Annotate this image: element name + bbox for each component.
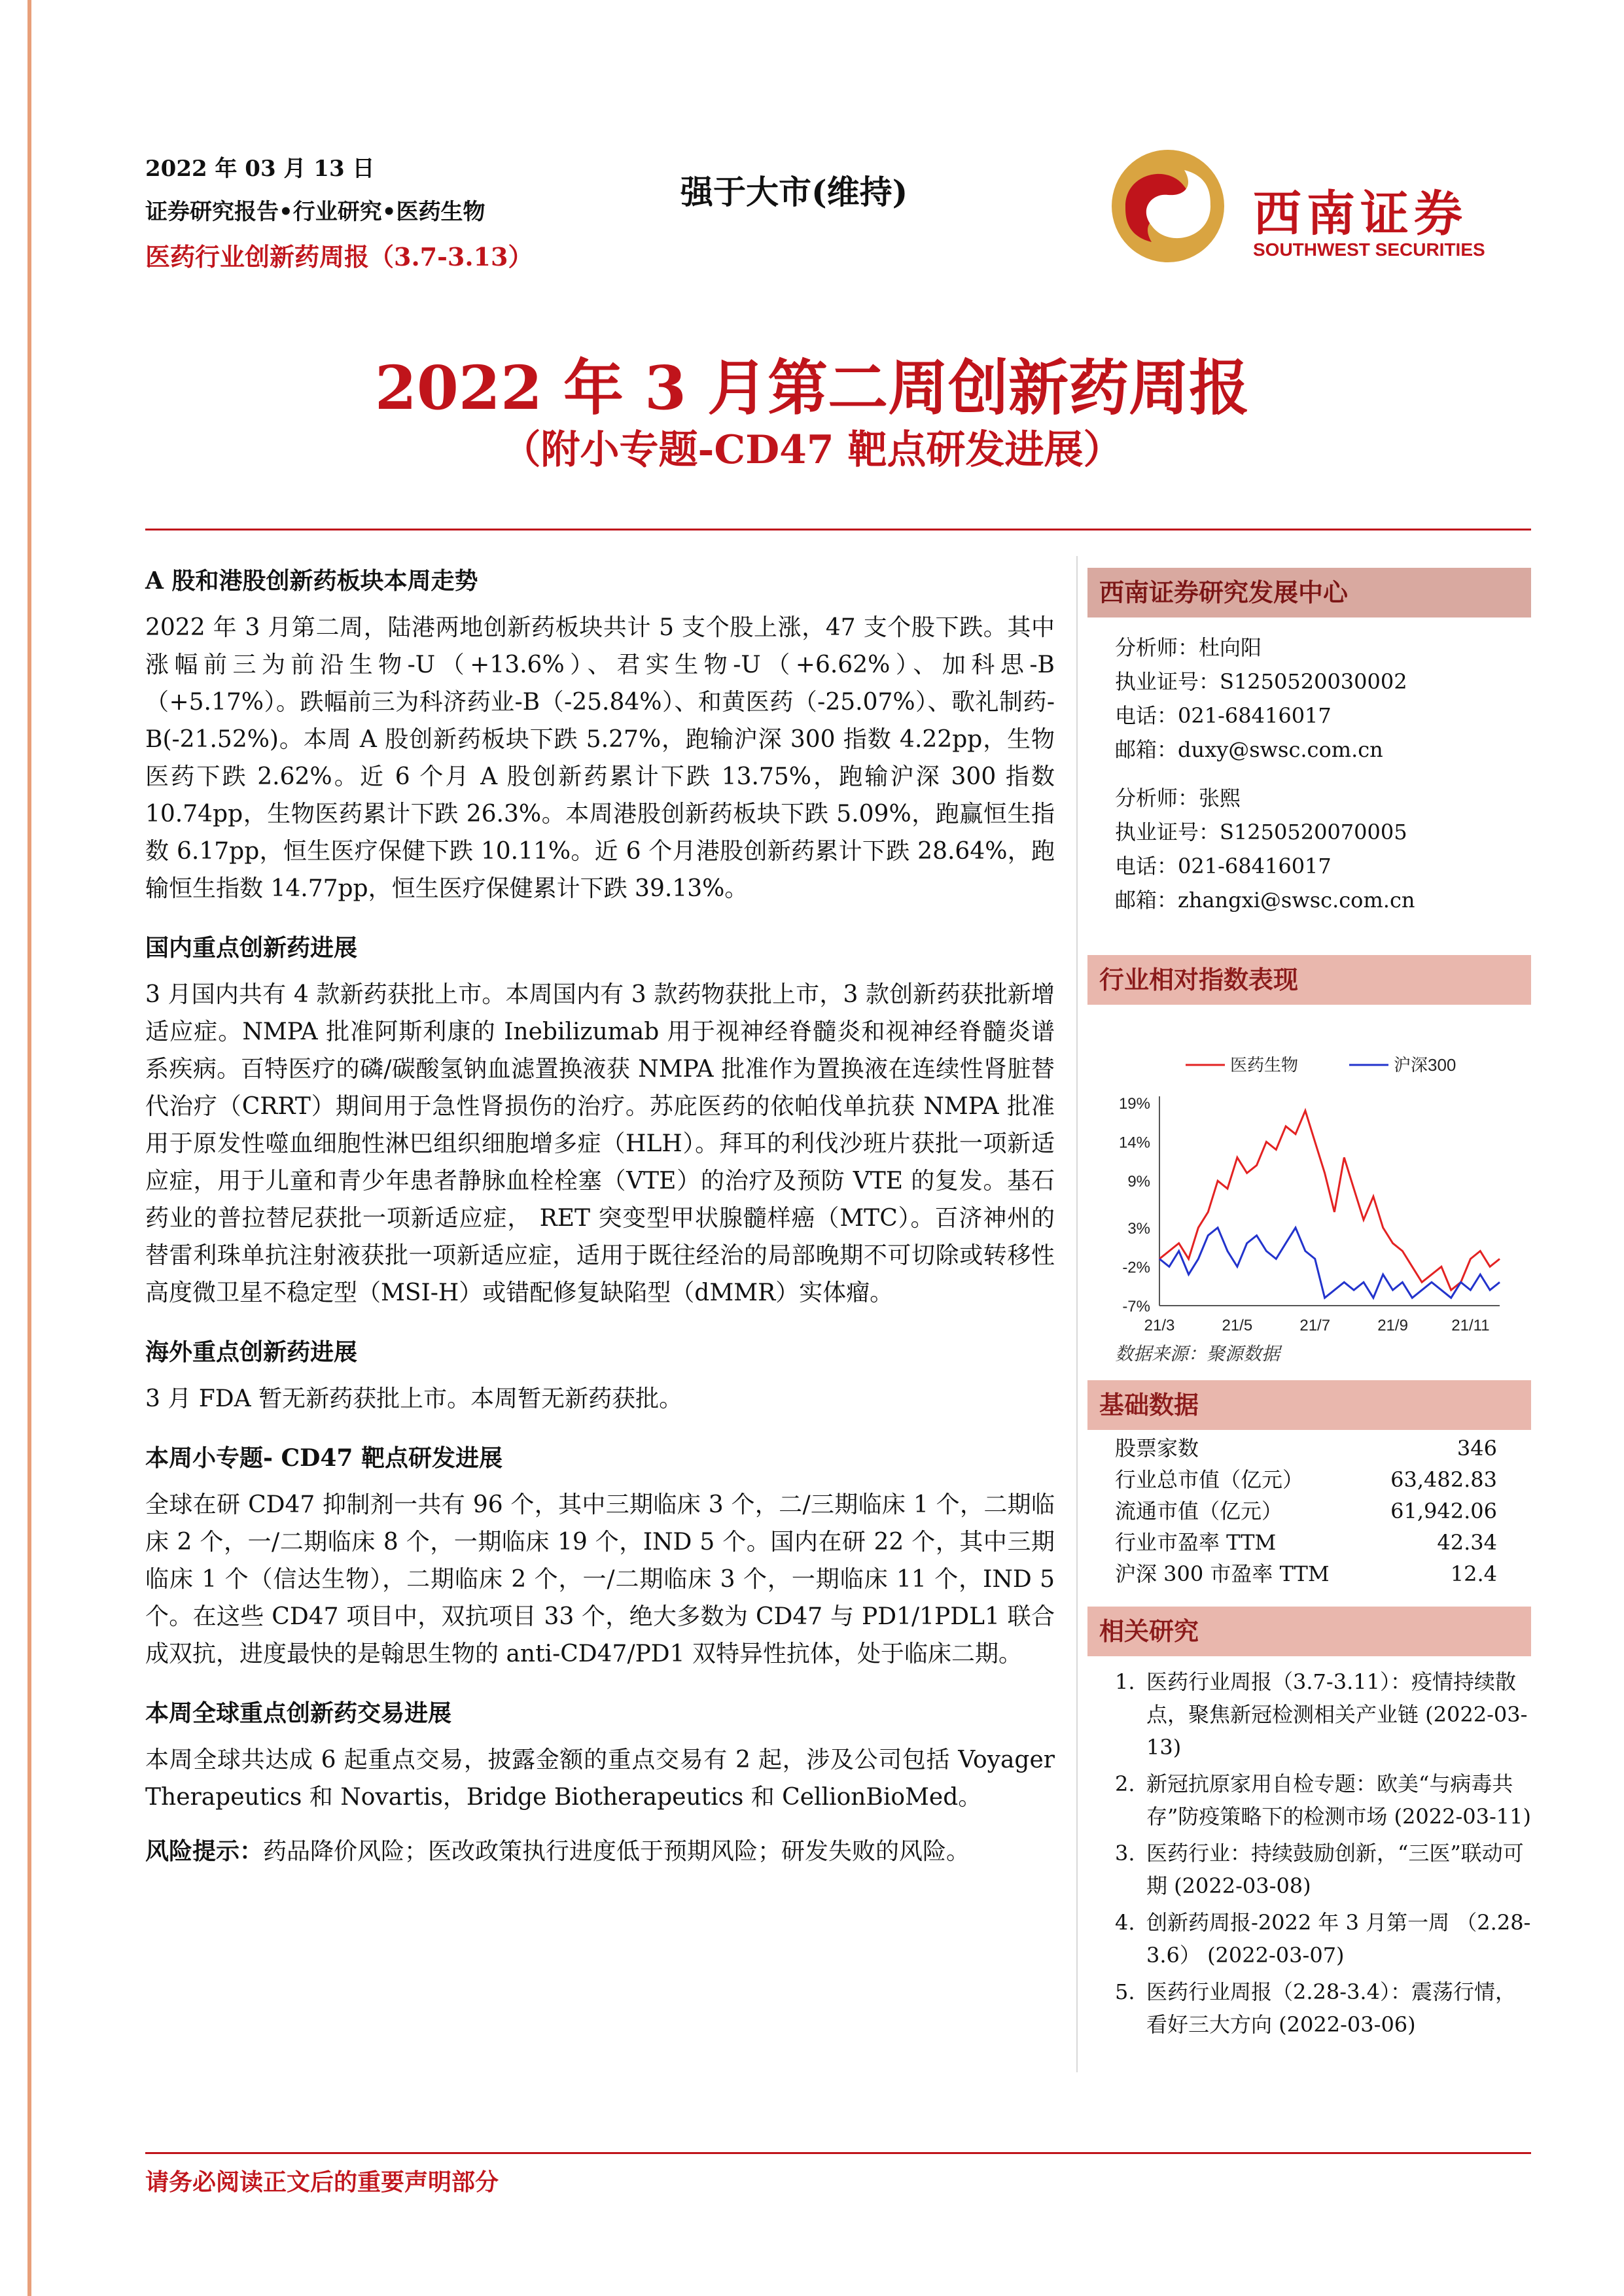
section-heading: 本周小专题- CD47 靶点研发进展: [145, 1444, 503, 1472]
series-line-pharma: [1159, 1111, 1500, 1290]
series-line-hs300: [1159, 1228, 1500, 1298]
analyst-1: [1087, 631, 1531, 767]
rating-label: 强于大市(维持): [680, 173, 908, 211]
section-heading: 海外重点创新药进展: [145, 1338, 358, 1366]
chart-source: 数据来源：聚源数据: [1115, 1343, 1280, 1365]
section-deals: [145, 1695, 1055, 1816]
logo-emblem-icon: [1106, 144, 1230, 268]
header-divider: [145, 529, 1531, 531]
basic-label: 沪深 300 市盈率 TTM: [1115, 1561, 1330, 1586]
section-domestic: [145, 930, 1055, 1312]
analyst-phone: 电话：021-68416017: [1115, 854, 1332, 878]
related-research-list: [1087, 1665, 1531, 2041]
research-center-header: 西南证券研究发展中心: [1087, 568, 1531, 617]
basic-row: [1087, 1464, 1531, 1495]
related-item[interactable]: 3. 医药行业：持续鼓励创新，“三医”联动可期 (2022-03-08): [1115, 1841, 1524, 1898]
basic-data-box: [1087, 1380, 1531, 1590]
logo-name-en: SOUTHWEST SECURITIES: [1253, 239, 1485, 260]
section-body: 3 月国内共有 4 款新药获批上市。本周国内有 3 款药物获批上市，3 款创新药获批新增适应症。NMPA 批准阿斯利康的 Inebilizumab 用于视神经脊髓炎和视神经脊髓炎谱系疾病。百特医疗的磷/碳酸氢钠血滤置换液获 NMPA 批准作为置换液在连续性肾脏替代治疗（CRRT）期间用于急性肾损伤的治疗。苏庇医药的依帕伐单抗获 NMPA 批准用于原发性噬血细胞性淋巴组织细胞增多症（HLH）。拜耳的利伐沙班片获批一项新适应症，用于儿童和青少年患者静脉血栓栓塞（VTE）的治疗及预防 VTE 的复发。基石药业的普拉替尼获批一项新适应症， RET 突变型甲状腺髓样癌（MTC）。百济神州的替雷利珠单抗注射液获批一项新适应症，适用于既往经治的局部晚期不可切除或转移性高度微卫星不稳定型（MSI-H）或错配修复缺陷型（dMMR）实体瘤。: [145, 981, 1055, 1306]
related-research-header: 相关研究: [1087, 1607, 1531, 1656]
x-tick-label: 21/11: [1451, 1317, 1490, 1334]
legend-label: 沪深300: [1394, 1055, 1456, 1075]
basic-value: 12.4: [1450, 1561, 1497, 1586]
x-tick-label: 21/7: [1299, 1317, 1331, 1334]
related-item[interactable]: 4. 创新药周报-2022 年 3 月第一周 （2.28-3.6） (2022-03-07): [1115, 1910, 1531, 1968]
x-tick-label: 21/3: [1144, 1317, 1175, 1334]
risk-label: 风险提示：: [145, 1837, 264, 1865]
report-date: 2022 年 03 月 13 日: [145, 156, 375, 182]
logo-name-cn: 西南证券: [1253, 186, 1468, 242]
basic-value: 42.34: [1437, 1530, 1497, 1555]
basic-row: [1087, 1433, 1531, 1464]
related-item[interactable]: 2. 新冠抗原家用自检专题：欧美“与病毒共存”防疫策略下的检测市场 (2022-03-11): [1115, 1771, 1532, 1829]
related-item[interactable]: 1. 医药行业周报（3.7-3.11）：疫情持续散点，聚焦新冠检测相关产业链 (2022-03-13): [1115, 1669, 1528, 1760]
section-a-h-shares: [145, 563, 1055, 907]
analyst-license: 执业证号：S1250520070005: [1115, 820, 1407, 844]
y-tick-label: -7%: [1122, 1298, 1150, 1315]
analyst-phone: 电话：021-68416017: [1115, 703, 1332, 728]
analyst-name: 分析师：杜向阳: [1115, 635, 1262, 660]
basic-data-table: [1087, 1433, 1531, 1590]
column-divider: [1076, 556, 1078, 2072]
basic-value: 63,482.83: [1390, 1467, 1497, 1492]
x-tick-label: 21/9: [1377, 1317, 1408, 1334]
section-overseas: [145, 1334, 1055, 1418]
related-item[interactable]: 5. 医药行业周报（2.28-3.4）：震荡行情，看好三大方向 (2022-03-06): [1115, 1979, 1516, 2037]
y-tick-label: 14%: [1118, 1134, 1150, 1152]
y-tick-label: 3%: [1127, 1219, 1150, 1238]
section-cd47-topic: [145, 1440, 1055, 1673]
section-body: 全球在研 CD47 抑制剂一共有 96 个，其中三期临床 3 个，二/三期临床 1 个，二期临床 2 个，一/二期临床 8 个，一期临床 19 个，IND 5 个。国内在研 22 个，其中三期临床 1 个（信达生物），二期临床 2 个，一/二期临床 3 个，一期临床 11 个，IND 5 个。在这些 CD47 项目中，双抗项目 33 个，绝大多数为 CD47 与 PD1/1PDL1 联合成双抗，进度最快的是翰思生物的 anti-CD47/PD1 双特异性抗体，处于临床二期。: [145, 1491, 1055, 1667]
y-tick-label: -2%: [1122, 1259, 1150, 1277]
analyst-license: 执业证号：S1250520030002: [1115, 669, 1407, 694]
basic-label: 流通市值（亿元）: [1115, 1499, 1283, 1523]
report-category: 证券研究报告•行业研究•医药生物: [145, 199, 485, 225]
summary-column: [145, 563, 1055, 1870]
report-series: 医药行业创新药周报（3.7-3.13）: [145, 242, 533, 271]
footer-disclaimer: 请务必阅读正文后的重要声明部分: [145, 2168, 499, 2196]
basic-label: 行业市盈率 TTM: [1115, 1530, 1277, 1555]
basic-row: [1087, 1495, 1531, 1527]
x-tick-label: 21/5: [1222, 1317, 1253, 1334]
analyst-2: [1087, 781, 1531, 917]
main-title: 2022 年 3 月第二周创新药周报: [374, 353, 1250, 423]
basic-row: [1087, 1558, 1531, 1590]
index-performance-header: 行业相对指数表现: [1087, 955, 1531, 1005]
company-logo: [1106, 144, 1525, 268]
section-heading: A 股和港股创新药板块本周走势: [145, 567, 478, 595]
section-heading: 国内重点创新药进展: [145, 934, 358, 962]
risk-warning: [145, 1833, 1055, 1870]
relative-index-chart: [1087, 1005, 1531, 1345]
research-center-box: [1087, 568, 1531, 917]
legend-label: 医药生物: [1230, 1055, 1299, 1075]
risk-text: 药品降价风险；医改政策执行进度低于预期风险；研发失败的风险。: [263, 1838, 970, 1865]
analyst-email[interactable]: 邮箱：duxy@swsc.com.cn: [1115, 737, 1383, 762]
section-heading: 本周全球重点创新药交易进展: [145, 1699, 452, 1727]
section-body: 2022 年 3 月第二周，陆港两地创新药板块共计 5 支个股上涨，47 支个股下跌。其中涨幅前三为前沿生物-U（+13.6%）、君实生物-U（+6.62%）、加科思-B（+5.17%）。跌幅前三为科济药业-B（-25.84%）、和黄医药（-25.07%）、歌礼制药-B(-21.52%)。本周 A 股创新药板块下跌 5.27%，跑输沪深 300 指数 4.22pp，生物医药下跌 2.62%。近 6 个月 A 股创新药累计下跌 13.75%，跑输沪深 300 指数 10.74pp，生物医药累计下跌 26.3%。本周港股创新药板块下跌 5.09%，跑赢恒生指数 6.17pp，恒生医疗保健下跌 10.11%。近 6 个月港股创新药累计下跌 28.64%，跑输恒生指数 14.77pp，恒生医疗保健累计下跌 39.13%。: [145, 614, 1055, 902]
basic-row: [1087, 1527, 1531, 1558]
basic-value: 346: [1456, 1436, 1497, 1461]
section-body: 本周全球共达成 6 起重点交易，披露金额的重点交易有 2 起，涉及公司包括 Voyager Therapeutics 和 Novartis，Bridge Biotherapeutics 和 CellionBioMed。: [145, 1747, 1055, 1811]
y-tick-label: 9%: [1127, 1173, 1150, 1191]
main-subtitle: （附小专题-CD47 靶点研发进展）: [501, 427, 1123, 473]
analyst-email[interactable]: 邮箱：zhangxi@swsc.com.cn: [1115, 888, 1415, 913]
basic-label: 股票家数: [1115, 1436, 1199, 1461]
basic-data-header: 基础数据: [1087, 1380, 1531, 1430]
section-body: 3 月 FDA 暂无新药获批上市。本周暂无新药获批。: [145, 1385, 683, 1412]
analyst-name: 分析师：张熙: [1115, 786, 1241, 810]
related-research-box: [1087, 1607, 1531, 2045]
basic-label: 行业总市值（亿元）: [1115, 1467, 1304, 1492]
footer-divider: [145, 2152, 1531, 2154]
index-performance-box: [1087, 955, 1531, 1366]
basic-value: 61,942.06: [1390, 1499, 1497, 1523]
y-tick-label: 19%: [1118, 1095, 1150, 1113]
